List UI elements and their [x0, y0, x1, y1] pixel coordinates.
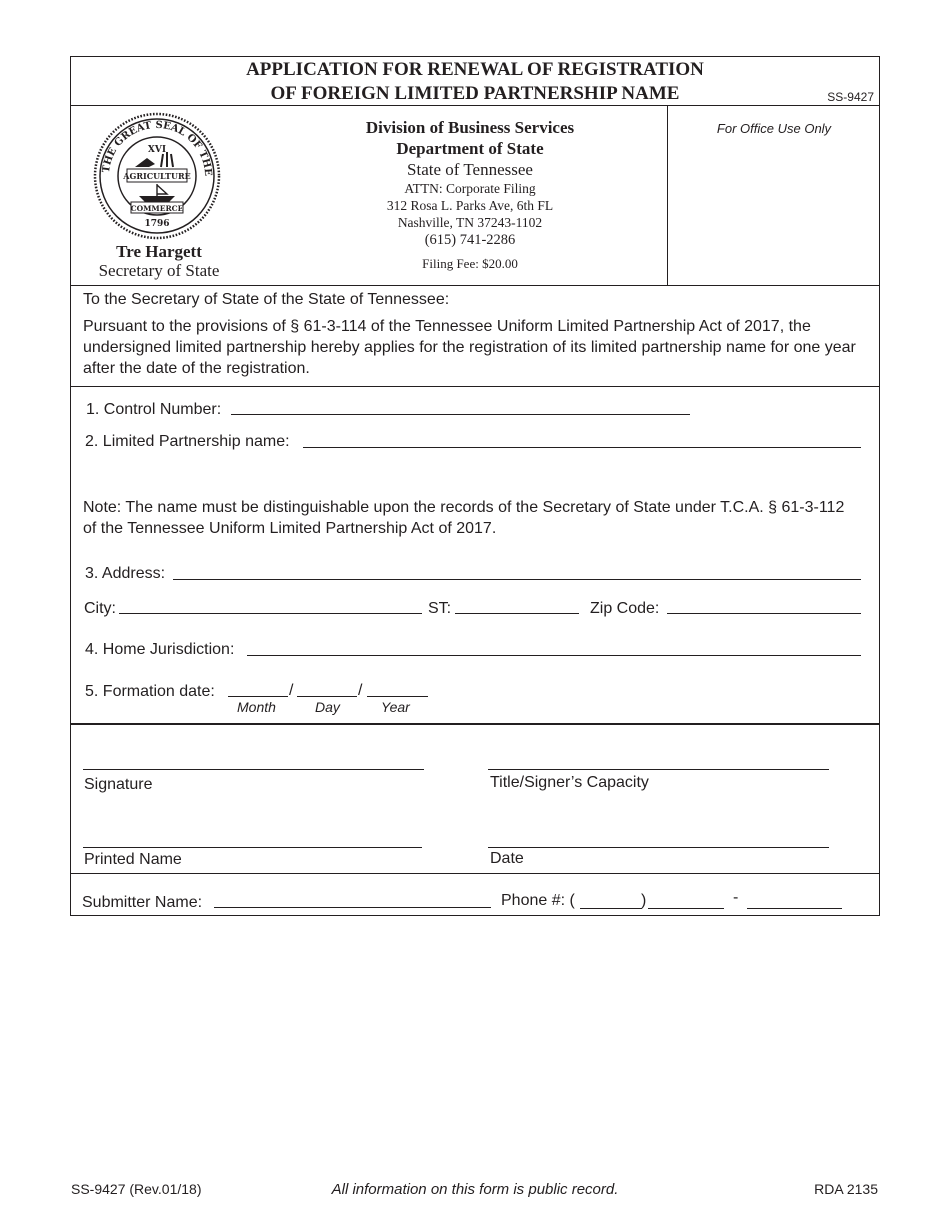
formation-month-field[interactable]	[228, 696, 288, 697]
svg-text:AGRICULTURE: AGRICULTURE	[123, 171, 191, 181]
state-seal	[93, 112, 221, 240]
home-jurisdiction-field[interactable]	[247, 655, 861, 656]
day-caption: Day	[315, 699, 340, 715]
agency-phone: (615) 741-2286	[424, 232, 516, 248]
svg-text:THE GREAT SEAL OF THE STATE OF: THE GREAT SEAL OF THE	[101, 119, 214, 177]
date-slash-2: /	[358, 682, 363, 699]
state-field[interactable]	[455, 613, 579, 614]
phone-dash: -	[733, 889, 739, 906]
form-title-line2: OF FOREIGN LIMITED PARTNERSHIP NAME	[270, 83, 680, 104]
salutation: To the Secretary of State of the State of Tennessee:	[83, 291, 450, 308]
footer-public-record: All information on this form is public record.	[331, 1181, 619, 1198]
intro-paragraph: Pursuant to the provisions of § 61-3-114 of the Tennessee Uniform Limited Partnership Act of 2017, the undersigned limited partnership hereby applies for the registration of its limited partnership name for one year after the date of the registration.	[83, 318, 856, 377]
formation-day-field[interactable]	[297, 696, 357, 697]
official-name: Tre Hargett	[116, 242, 202, 261]
date-field[interactable]	[488, 847, 829, 848]
city-field[interactable]	[119, 613, 422, 614]
submitter-phone-label: Phone #: (	[501, 892, 575, 909]
control-number-field[interactable]	[231, 414, 690, 415]
phone-paren-close: )	[641, 892, 647, 909]
address-label: 3. Address:	[85, 565, 166, 582]
form-id: SS-9427	[827, 90, 874, 104]
phone-area-code-field[interactable]	[580, 908, 642, 909]
attn-line: ATTN: Corporate Filing	[404, 181, 536, 196]
divider-intro	[70, 386, 880, 387]
control-number-label: 1. Control Number:	[86, 401, 222, 418]
street-address: 312 Rosa L. Parks Ave, 6th FL	[386, 198, 554, 213]
signature-label: Signature	[84, 776, 153, 793]
submitter-name-label: Submitter Name:	[82, 894, 203, 911]
home-jurisdiction-label: 4. Home Jurisdiction:	[85, 641, 235, 658]
official-title: Secretary of State	[98, 261, 220, 280]
divider-fields	[70, 723, 880, 725]
printed-name-label: Printed Name	[84, 851, 182, 868]
divider-signature	[70, 873, 880, 874]
year-caption: Year	[381, 699, 410, 715]
date-label: Date	[490, 850, 524, 867]
agency-block	[270, 118, 670, 272]
division-name: Division of Business Services	[365, 118, 575, 137]
formation-date-label: 5. Formation date:	[85, 683, 215, 700]
lp-name-label: 2. Limited Partnership name:	[85, 433, 290, 450]
month-caption: Month	[237, 699, 276, 715]
office-use-label: For Office Use Only	[716, 121, 832, 136]
formation-year-field[interactable]	[367, 696, 428, 697]
state-label: ST:	[428, 600, 452, 617]
zip-field[interactable]	[667, 613, 861, 614]
title-capacity-label: Title/Signer’s Capacity	[490, 774, 649, 791]
date-slash-1: /	[289, 682, 294, 699]
signature-field[interactable]	[83, 769, 424, 770]
printed-name-field[interactable]	[83, 847, 422, 848]
divider-agency	[70, 285, 880, 286]
phone-prefix-field[interactable]	[648, 908, 724, 909]
name-note: Note: The name must be distinguishable upon the records of the Secretary of State under T.C.A. § 61-3-112 of the Tennessee Uniform Limited Partnership Act of 2017.	[83, 499, 845, 537]
phone-line-field[interactable]	[747, 908, 842, 909]
zip-label: Zip Code:	[590, 600, 660, 617]
lp-name-field[interactable]	[303, 447, 861, 448]
svg-text:XVI: XVI	[147, 145, 167, 155]
divider-title	[70, 105, 880, 106]
city-label: City:	[84, 600, 116, 617]
state-name: State of Tennessee	[407, 160, 533, 179]
title-capacity-field[interactable]	[488, 769, 829, 770]
svg-text:COMMERCE: COMMERCE	[130, 204, 184, 213]
footer-rda: RDA 2135	[814, 1181, 878, 1197]
department-name: Department of State	[396, 139, 544, 158]
address-field[interactable]	[173, 579, 861, 580]
footer-revision: SS-9427 (Rev.01/18)	[71, 1181, 202, 1197]
form-title-line1: APPLICATION FOR RENEWAL OF REGISTRATION	[246, 59, 704, 80]
city-address: Nashville, TN 37243-1102	[397, 215, 543, 230]
svg-text:1796: 1796	[144, 219, 170, 229]
submitter-name-field[interactable]	[214, 907, 491, 908]
filing-fee: Filing Fee: $20.00	[422, 256, 518, 271]
